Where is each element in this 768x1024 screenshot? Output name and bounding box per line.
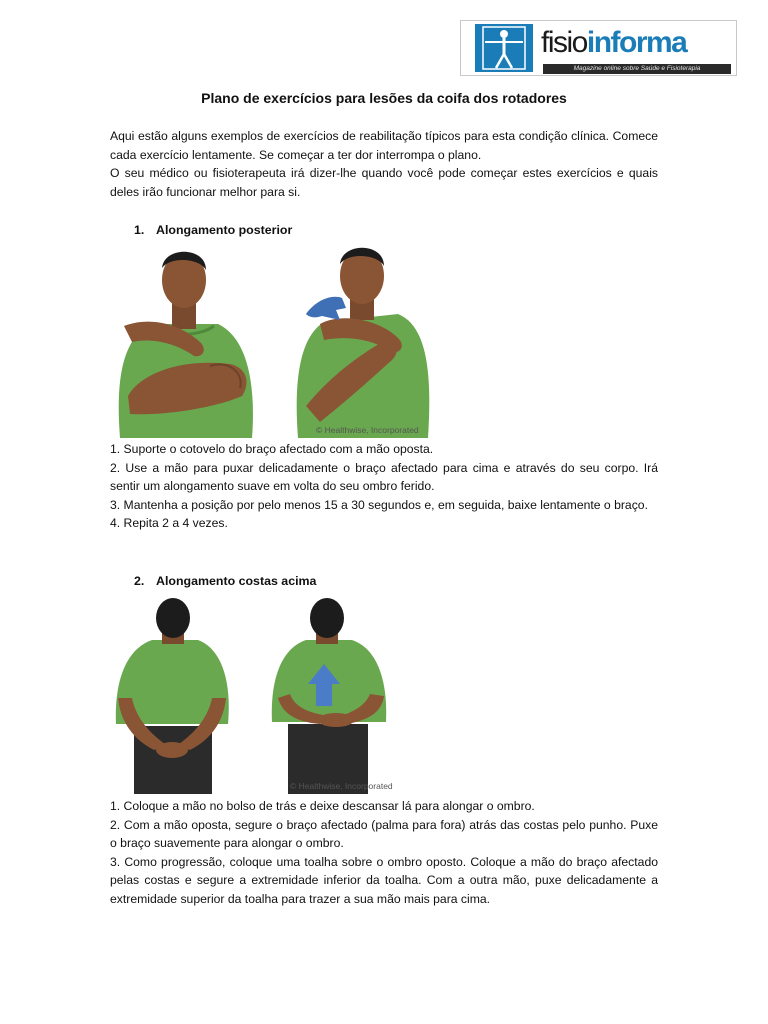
exercise-1-steps [110,440,658,533]
figure-front-arm-across-2 [297,248,430,438]
step-text: 2. Com a mão oposta, segure o braço afectado (palma para fora) atrás das costas pelo punho. Puxe o braço suavemente para alongar o ombro. [110,817,658,851]
page-title: Plano de exercícios para lesões da coifa dos rotadores [201,90,567,106]
step-text: 3. Como progressão, coloque uma toalha sobre o ombro oposto. Coloque a mão do braço afectado pelas costas e segure a extremidade inferior da toalha. Com a outra mão, puxe delicadamente a extremidade superior da toalha para trazer a sua mão mais para cima. [110,854,658,906]
step-text: 1. Suporte o cotovelo do braço afectado com a mão oposta. [110,442,434,456]
logo-tagline: Magazine online sobre Saúde e Fisioterapia [543,64,731,74]
exercise-heading-1 [134,221,292,239]
step-text: 1. Coloque a mão no bolso de trás e deixe descansar lá para alongar o ombro. [110,799,535,813]
intro-paragraph: Aqui estão alguns exemplos de exercícios de reabilitação típicos para esta condição clínica. Comece cada exercício lentamente. Se começar a ter dor interrompa o plano. [110,129,658,162]
brand-logo [460,20,737,76]
intro-paragraph: O seu médico ou fisioterapeuta irá dizer-lhe quando você pode começar estes exercícios e quais deles irão funcionar melhor para si. [110,166,658,199]
figure-front-arm-across-1 [119,252,253,438]
vitruvian-figure-icon [475,24,533,72]
step-text: 3. Mantenha a posição por pelo menos 15 a 30 segundos e, em seguida, baixe lentamente o braço. [110,497,648,512]
exercise-2-steps [110,797,658,909]
intro-text [110,127,658,201]
exercise-heading-2 [134,572,316,590]
image-credit: © Healthwise, Incorporated [290,781,393,791]
exercise-number: 2. [134,574,145,588]
exercise-1-illustration [110,246,440,438]
figure-back-hands-behind-2 [272,598,386,794]
exercise-title: Alongamento posterior [156,223,293,237]
step-text: 4. Repita 2 a 4 vezes. [110,516,228,531]
exercise-2-illustration [110,598,410,794]
logo-wordmark: fisioinforma [541,26,687,59]
figure-back-hands-behind-1 [116,598,229,794]
step-text: 2. Use a mão para puxar delicadamente o braço afectado para cima e através do seu corpo. Irá sentir um alongamento suave em volta do seu ombro ferido. [110,460,658,494]
exercise-number: 1. [134,223,145,237]
exercise-title: Alongamento costas acima [156,574,317,588]
image-credit: © Healthwise, Incorporated [316,425,419,435]
